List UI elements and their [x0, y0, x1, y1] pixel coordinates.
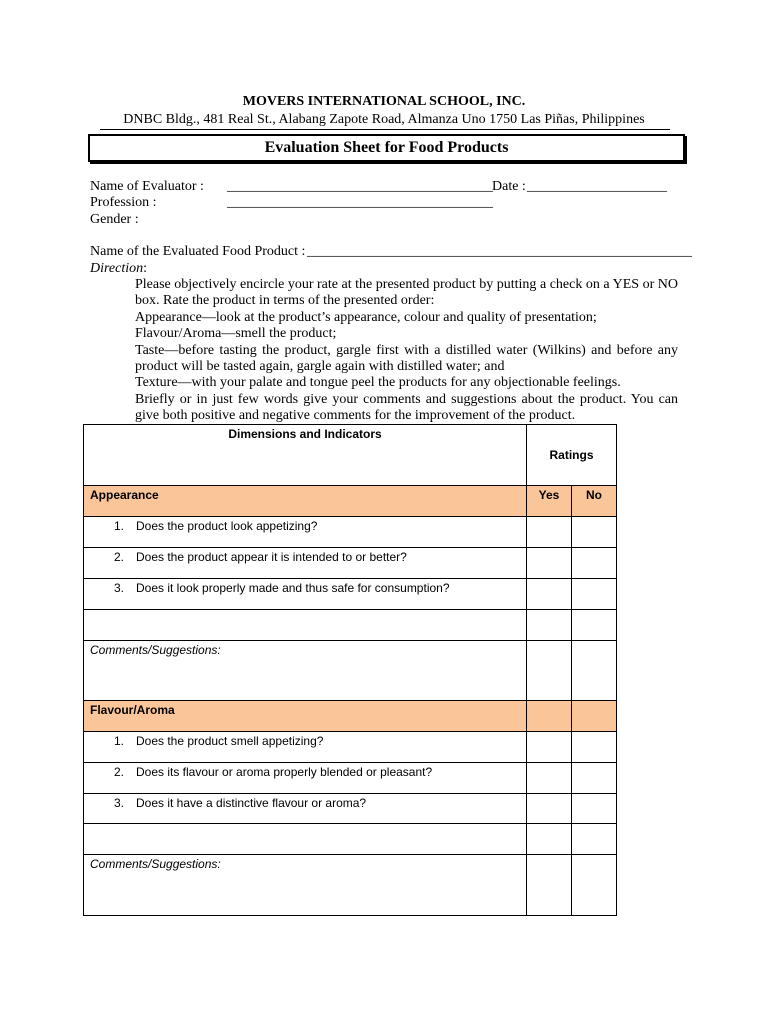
product-label: Name of the Evaluated Food Product :	[90, 244, 306, 259]
comments-field[interactable]: Comments/Suggestions:	[84, 641, 527, 701]
direction-appearance: Appearance—look at the product’s appearance, colour and quality of presentation;	[135, 309, 597, 325]
yes-checkbox[interactable]	[527, 763, 572, 794]
no-checkbox[interactable]	[572, 824, 617, 855]
direction-heading	[90, 261, 147, 277]
question-text: Does the product appear it is intended to or better?	[136, 550, 407, 564]
profession-label: Profession :	[90, 195, 157, 210]
sheet-title: Evaluation Sheet for Food Products	[88, 134, 685, 162]
direction-colon: :	[143, 261, 148, 276]
school-address: DNBC Bldg., 481 Real St., Alabang Zapote Road, Almanza Uno 1750 Las Piñas, Philippines	[123, 112, 645, 127]
yes-checkbox[interactable]	[527, 794, 572, 824]
ratings-header	[527, 425, 617, 486]
question-text: Does the product look appetizing?	[136, 519, 318, 533]
evaluator-label: Name of Evaluator :	[90, 179, 204, 194]
gender-label: Gender :	[90, 212, 139, 227]
question-number: 3.	[114, 796, 125, 810]
date-label: Date :	[492, 179, 526, 194]
direction-texture: Texture—with your palate and tongue peel the products for any objectionable feelings.	[135, 375, 621, 391]
school-name: MOVERS INTERNATIONAL SCHOOL, INC.	[242, 94, 526, 109]
yes-checkbox[interactable]	[527, 579, 572, 610]
no-checkbox[interactable]	[572, 763, 617, 794]
direction-label: Direction	[90, 261, 144, 276]
yes-checkbox[interactable]	[527, 732, 572, 763]
no-header: No	[572, 486, 617, 517]
yes-header: Yes	[527, 486, 572, 517]
question-text: Does it look properly made and thus safe for consumption?	[136, 581, 450, 595]
question-text: Does it have a distinctive flavour or aroma?	[136, 796, 367, 810]
product-field[interactable]: _______________________________________________________	[307, 244, 692, 259]
section-yes-cell	[527, 701, 572, 732]
profession-field[interactable]: ______________________________________	[227, 195, 493, 210]
question-text: Does the product smell appetizing?	[136, 734, 324, 748]
direction-text: Please objectively encircle your rate at the presented product by putting a check on a YES or NO box. Rate the product in terms of the presented order:	[135, 277, 678, 309]
comments-yes-cell	[527, 641, 572, 701]
comments-yes-cell	[527, 855, 572, 916]
no-checkbox[interactable]	[572, 732, 617, 763]
yes-checkbox[interactable]	[527, 548, 572, 579]
direction-comments: Briefly or in just few words give your comments and suggestions about the product. You can give both positive and negative comments for the improvement of the product.	[135, 391, 678, 424]
evaluator-field[interactable]: ______________________________________	[227, 179, 493, 194]
question-row	[84, 732, 527, 763]
directions	[135, 277, 678, 425]
section-flavour-aroma: Flavour/Aroma	[84, 701, 527, 732]
question-row	[84, 579, 527, 610]
question-number: 1.	[114, 519, 125, 533]
direction-taste: Taste—before tasting the product, gargle first with a distilled water (Wilkins) and before any product will be tasted again, gargle again with distilled water; and	[135, 342, 678, 375]
direction-flavour: Flavour/Aroma—smell the product;	[135, 326, 337, 342]
question-number: 2.	[114, 550, 125, 564]
no-checkbox[interactable]	[572, 579, 617, 610]
question-row	[84, 548, 527, 579]
question-text: Does its flavour or aroma properly blended or pleasant?	[136, 765, 433, 779]
no-checkbox[interactable]	[572, 517, 617, 548]
no-checkbox[interactable]	[572, 548, 617, 579]
question-number: 2.	[114, 765, 125, 779]
question-row	[84, 794, 527, 824]
no-checkbox[interactable]	[572, 610, 617, 641]
date-field[interactable]: ____________________	[527, 179, 667, 194]
header-divider	[100, 129, 670, 130]
yes-checkbox[interactable]	[527, 517, 572, 548]
comments-field[interactable]: Comments/Suggestions:	[84, 855, 527, 916]
dimensions-header: Dimensions and Indicators	[84, 425, 527, 486]
question-number: 1.	[114, 734, 125, 748]
question-row	[84, 763, 527, 794]
comments-no-cell	[572, 641, 617, 701]
yes-checkbox[interactable]	[527, 824, 572, 855]
section-no-cell	[572, 701, 617, 732]
blank-row	[84, 610, 527, 641]
yes-checkbox[interactable]	[527, 610, 572, 641]
no-checkbox[interactable]	[572, 794, 617, 824]
question-number: 3.	[114, 581, 125, 595]
comments-no-cell	[572, 855, 617, 916]
ratings-label: Ratings	[549, 448, 594, 462]
section-appearance: Appearance	[84, 486, 527, 517]
question-row	[84, 517, 527, 548]
blank-row	[84, 824, 527, 855]
evaluation-table	[83, 424, 617, 916]
